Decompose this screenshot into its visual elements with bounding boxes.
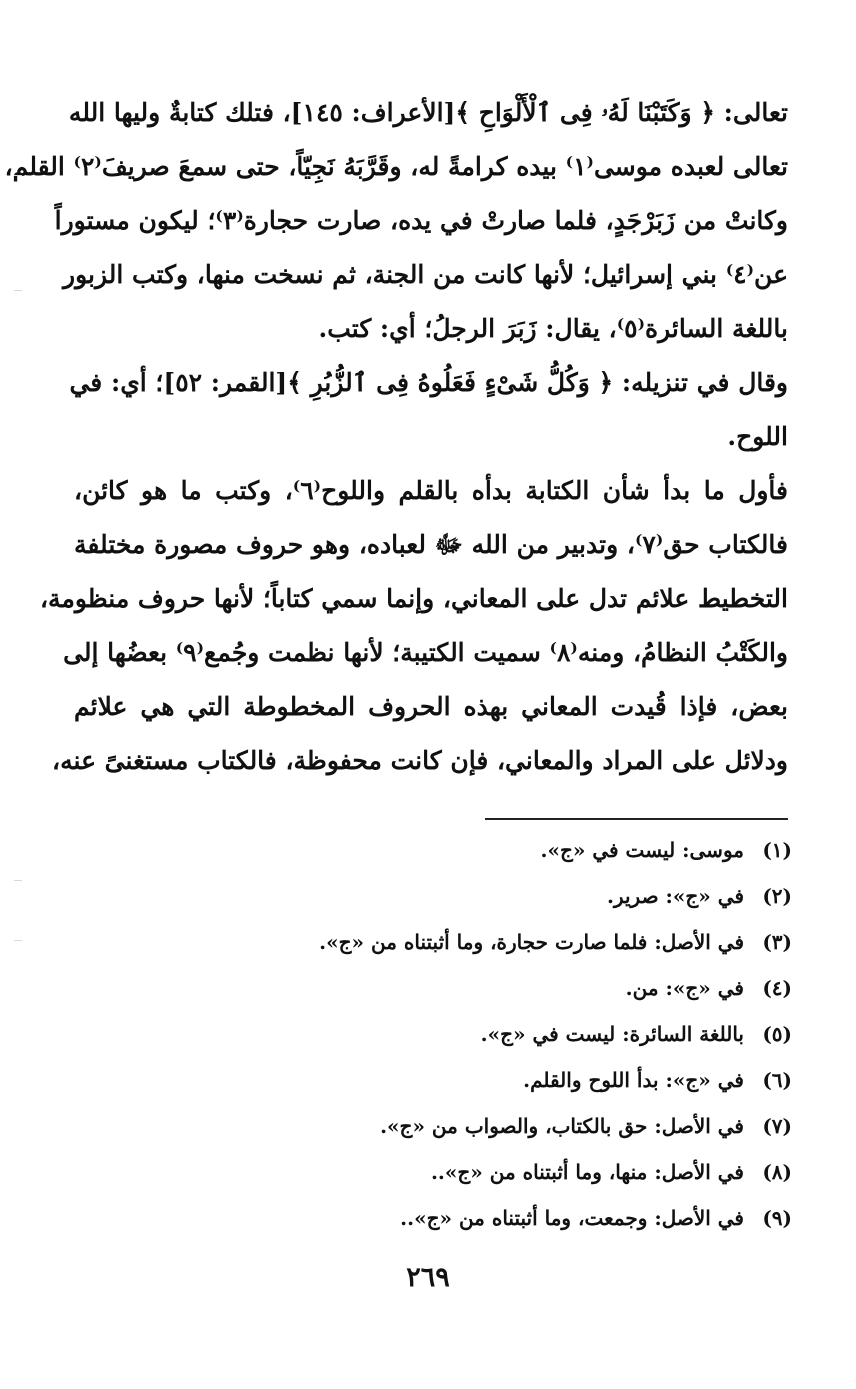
- paragraph-3: [39, 464, 788, 788]
- footnote-text: في «ج»: من.: [625, 976, 744, 1000]
- text-line: فالكتاب حق⁽٧⁾، وتدبير من الله ﷻ لعباده، وهو حروف مصورة مختلفة: [74, 530, 788, 559]
- footnote: [200, 1149, 792, 1195]
- footnote-text: في الأصل: فلما صارت حجارة، وما أثبتناه من «ج».: [319, 930, 744, 954]
- scan-mark: [14, 175, 22, 176]
- footnote: [200, 919, 792, 965]
- text-line: وكانتْ من زَبَرْجَدٍ، فلما صارتْ في يده، صارت حجارة⁽٣⁾؛ ليكون مستوراً: [54, 206, 788, 235]
- text-line: التخطيط علائم تدل على المعاني، وإنما سمي كتاباً؛ لأنها حروف منظومة،: [39, 584, 788, 613]
- text-line: ودلائل على المراد والمعاني، فإن كانت محفوظة، فالكتاب مستغنىً عنه،: [52, 746, 788, 775]
- footnote-number: (٣): [762, 930, 792, 954]
- footnote-text: موسى: ليست في «ج».: [540, 838, 744, 862]
- scan-mark: [14, 880, 22, 881]
- scan-mark: [14, 940, 22, 941]
- footnote: [200, 1103, 792, 1149]
- text-line: باللغة السائرة⁽٥⁾، يقال: زَبَرَ الرجلُ؛ أي: كتب.: [318, 314, 788, 343]
- footnote-separator: [485, 818, 788, 820]
- footnote-number: (٩): [762, 1206, 792, 1230]
- footnote-text: في «ج»: صرير.: [606, 884, 744, 908]
- footnote: [200, 1011, 792, 1057]
- footnote-number: (٧): [762, 1114, 792, 1138]
- paragraph-2: [69, 356, 788, 464]
- footnote-text: في الأصل: منها، وما أثبتناه من «ج»..: [430, 1160, 744, 1184]
- footnote: [200, 827, 792, 873]
- footnote-number: (٤): [762, 976, 792, 1000]
- page-number: ٢٦٩: [406, 1262, 450, 1293]
- footnote: [200, 965, 792, 1011]
- scan-mark: [14, 290, 22, 291]
- footnote-number: (١): [762, 838, 792, 862]
- footnote-number: (٥): [762, 1022, 792, 1046]
- footnote-text: في «ج»: بدأ اللوح والقلم.: [523, 1068, 744, 1092]
- text-line: والكَتْبُ النظامُ، ومنه⁽٨⁾ سميت الكتيبة؛ لأنها نظمت وجُمع⁽٩⁾ بعضُها إلى: [63, 638, 788, 667]
- text-line: وقال في تنزيله: ﴿ وَكُلُّ شَىْءٍ فَعَلُوهُ فِى ٱلزُّبُرِ ﴾[القمر: ٥٢]؛ أي: في: [69, 368, 788, 397]
- text-line: عن⁽٤⁾ بني إسرائيل؛ لأنها كانت من الجنة، ثم نسخت منها، وكتب الزبور: [63, 260, 788, 289]
- footnote-number: (٨): [762, 1160, 792, 1184]
- text-line: اللوح.: [727, 422, 788, 451]
- footnote-number: (٢): [762, 884, 792, 908]
- footnote: [200, 1195, 792, 1241]
- text-line: بعض، فإذا قُيدت المعاني بهذه الحروف المخطوطة التي هي علائم: [74, 692, 788, 721]
- footnote: [200, 873, 792, 919]
- footnote: [200, 1057, 792, 1103]
- paragraph-1: [4, 86, 788, 356]
- text-line: فأول ما بدأ شأن الكتابة بدأه بالقلم واللوح⁽٦⁾، وكتب ما هو كائن،: [74, 476, 788, 505]
- footnote-text: في الأصل: وجمعت، وما أثبتناه من «ج»..: [400, 1206, 744, 1230]
- footnote-number: (٦): [762, 1068, 792, 1092]
- footnotes: [200, 827, 792, 1241]
- text-line: تعالى: ﴿ وَكَتَبْنَا لَهُۥ فِى ٱلْأَلْوَاحِ ﴾[الأعراف: ١٤٥]، فتلك كتابةٌ وليها الله: [68, 98, 788, 127]
- footnote-text: باللغة السائرة: ليست في «ج».: [480, 1022, 744, 1046]
- footnote-text: في الأصل: حق بالكتاب، والصواب من «ج».: [380, 1114, 744, 1138]
- text-line: تعالى لعبده موسى⁽١⁾ بيده كرامةً له، وقَرَّبَهُ نَجِيّاً، حتى سمعَ صريفَ⁽٢⁾ القلم،: [4, 152, 788, 181]
